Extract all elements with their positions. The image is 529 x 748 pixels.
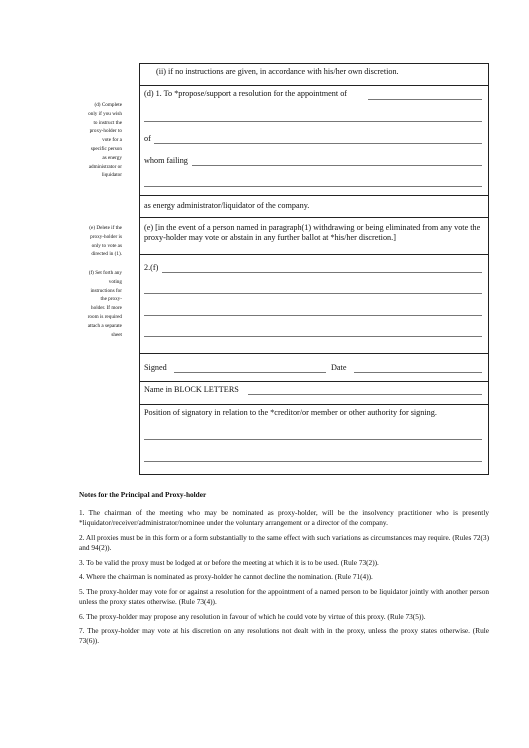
alternate-appointee-field[interactable]: [192, 165, 482, 166]
section-e-text: (e) [in the event of a person named in paragraph(1) withdrawing or being eliminated from any vote the proxy-holder may vote or abstain in any further ballot at *his/her discretion.]: [144, 223, 481, 242]
margin-note-line: the proxy-: [100, 296, 122, 303]
notes-list: [79, 508, 489, 651]
margin-note-line: specific person: [90, 145, 122, 152]
row-divider: [140, 217, 488, 218]
note-item: 6. The proxy-holder may propose any resolution in favour of which he could vote by virtue of this proxy. (Rule 73(5)).: [79, 611, 426, 621]
note-item: 4. Where the chairman is nominated as proxy-holder he cannot decline the nomination. (Rule 71(4)).: [79, 572, 373, 582]
position-label: Position of signatory in relation to the *creditor/or member or other authority for signing.: [144, 408, 437, 417]
margin-note-line: proxy-holder is: [90, 233, 122, 240]
margin-note-line: voting: [108, 278, 122, 285]
row-divider: [140, 85, 488, 86]
margin-note-f: [70, 269, 122, 339]
margin-note-line: instructions for: [90, 287, 122, 294]
margin-note-line: to instruct the: [93, 119, 122, 126]
voting-instructions-field[interactable]: [162, 272, 482, 273]
margin-note-line: only to vote as: [91, 242, 122, 249]
margin-note-line: room is required: [87, 313, 122, 320]
section-d-of: of: [144, 134, 151, 143]
date-field[interactable]: [354, 372, 482, 373]
name-block-field[interactable]: [248, 394, 482, 395]
margin-note-d: [70, 101, 122, 180]
section-d-label: (d) 1. To *propose/support a resolution for the appointment of: [144, 89, 348, 98]
margin-note-line: liquidator: [101, 172, 122, 179]
row-divider: [140, 381, 488, 382]
row-divider: [140, 254, 488, 255]
note-item: 7. The proxy-holder may vote at his discretion on any resolutions not dealt with in the proxy, unless the proxy states otherwise. (Rule 73(6)).: [79, 626, 489, 646]
voting-instructions-line-2[interactable]: [144, 293, 482, 294]
margin-note-line: only if you wish: [88, 110, 122, 117]
margin-note-line: proxy-holder to: [89, 128, 122, 135]
note-item: 3. To be valid the proxy must be lodged at or before the meeting at which it is to be used. (Rule 73(2)).: [79, 557, 379, 567]
margin-note-line: vote for a: [102, 137, 122, 144]
signed-label: Signed: [144, 363, 167, 372]
name-block-label: Name in BLOCK LETTERS: [144, 385, 239, 394]
row-divider: [140, 195, 488, 196]
note-item: 5. The proxy-holder may vote for or against a resolution for the appointment of a named person to be liquidator jointly with another person unless the proxy states otherwise. (Rule 73(4)).: [79, 586, 489, 606]
voting-instructions-line-3[interactable]: [144, 315, 482, 316]
margin-note-line: sheet: [111, 331, 122, 338]
appointee-address-field[interactable]: [154, 143, 482, 144]
date-label: Date: [331, 363, 347, 372]
margin-note-e: [70, 224, 122, 259]
section-f-label: 2.(f): [144, 263, 159, 272]
note-item: 1. The chairman of the meeting who may be nominated as proxy-holder, will be the insolvency practitioner who is presently *liquidator/receiver/administrator/nominee under the voluntary arrangement or a director of the company.: [79, 508, 489, 528]
signature-field[interactable]: [174, 372, 326, 373]
note-item: 2. All proxies must be in this form or a form substantially to the same effect with such variations as circumstances may require. (Rules 72(3) and 94(2)).: [79, 532, 490, 552]
margin-note-line: directed in (1).: [91, 251, 122, 258]
row-divider: [140, 353, 488, 354]
margin-note-line: (f) Set forth any: [88, 270, 122, 276]
section-d-whom-failing: whom failing: [144, 156, 188, 165]
appointee-name-field[interactable]: [368, 99, 482, 100]
proxy-form-box: [139, 63, 489, 475]
margin-note-line: holder. If more: [91, 305, 122, 312]
voting-instructions-line-4[interactable]: [144, 336, 482, 337]
margin-note-line: (e) Delete if the: [89, 225, 122, 231]
alternate-appointee-line-2[interactable]: [144, 186, 482, 187]
appointee-name-line-2[interactable]: [144, 121, 482, 122]
margin-note-line: as energy: [102, 154, 122, 161]
notes-title: Notes for the Principal and Proxy-holder: [79, 490, 207, 499]
margin-note-line: (d) Complete: [94, 102, 122, 108]
margin-note-line: administrator or: [88, 163, 122, 170]
row-divider: [140, 404, 488, 405]
section-d-energy: as energy administrator/liquidator of the company.: [144, 201, 310, 210]
position-field[interactable]: [144, 439, 482, 440]
instruction-ii: (ii) if no instructions are given, in accordance with his/her own discretion.: [156, 67, 399, 76]
margin-note-line: attach a separate: [87, 322, 122, 329]
position-field-line-2[interactable]: [144, 461, 482, 462]
